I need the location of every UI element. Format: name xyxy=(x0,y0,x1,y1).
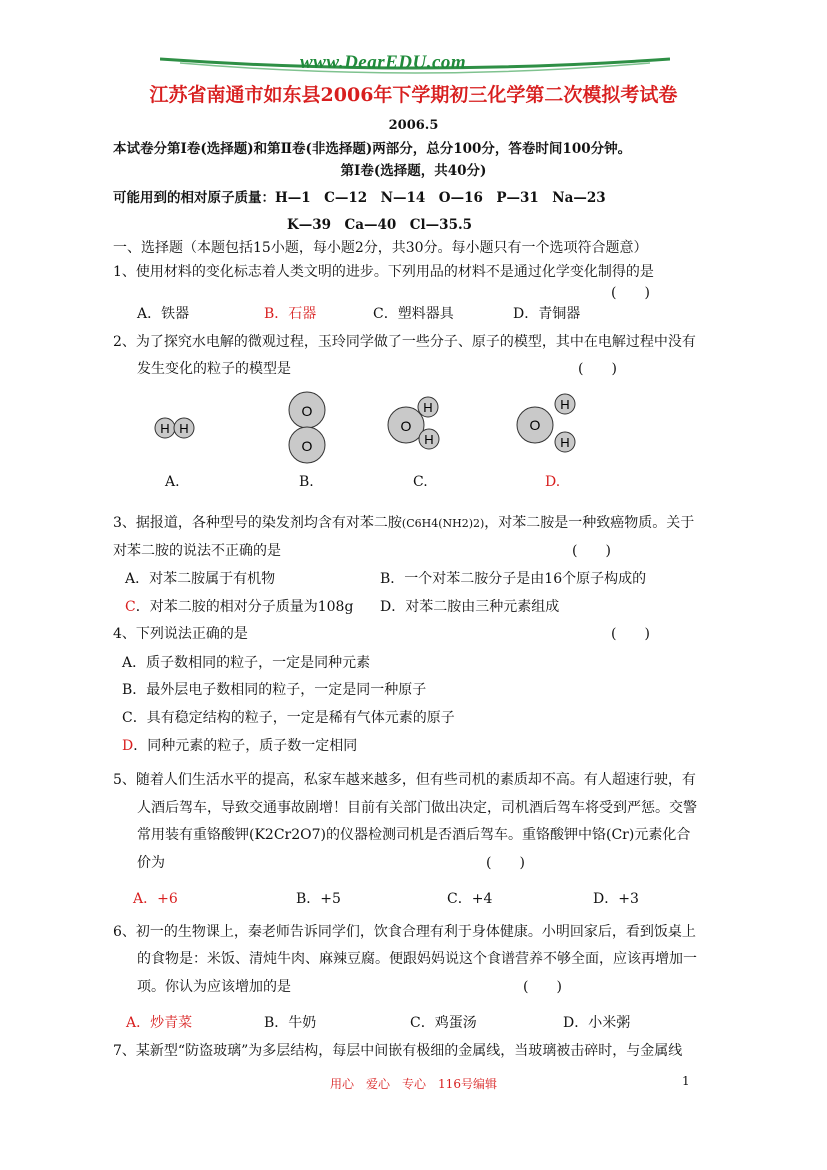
q4-option-b: B．最外层电子数相同的粒子，一定是同一种原子 xyxy=(122,682,427,698)
q5-answer-paren: ( ) xyxy=(486,855,525,871)
q2-option-c: C. xyxy=(413,474,428,490)
q6-option-b: B．牛奶 xyxy=(264,1015,317,1031)
site-url: www.DearEDU.com xyxy=(300,52,467,73)
q6-option-c: C．鸡蛋汤 xyxy=(410,1015,477,1031)
q1-option-a: A．铁器 xyxy=(137,306,190,322)
q5-stem-line-4: 价为 xyxy=(137,855,165,871)
q3-option-c-wrap xyxy=(125,596,353,616)
part-one-heading: 第Ⅰ卷(选择题，共40分) xyxy=(340,163,487,179)
q2-answer-paren: ( ) xyxy=(578,361,617,377)
q5-option-a: A．+6 xyxy=(133,891,178,907)
q4-option-c: C．具有稳定结构的粒子，一定是稀有气体元素的原子 xyxy=(122,710,455,726)
q6-stem-line-3: 项。你认为应该增加的是 xyxy=(137,979,291,995)
q4-option-d-wrap xyxy=(122,735,357,755)
q5-option-c: C．+4 xyxy=(447,891,493,907)
atom-o-label: O xyxy=(400,418,412,434)
atomic-mass-line-2: K—39 Ca—40 Cl—35.5 xyxy=(287,217,473,233)
q3-formula: (C6H4(NH2)2) xyxy=(401,517,485,530)
q2-stem-line-2: 发生变化的粒子的模型是 xyxy=(137,361,291,377)
atom-o-label: O xyxy=(301,403,313,419)
q6-option-a: A．炒青菜 xyxy=(126,1015,193,1031)
q3-stem-post: ，对苯二胺是一种致癌物质。关于 xyxy=(484,515,695,531)
intro-line-1: 本试卷分第Ⅰ卷(选择题)和第Ⅱ卷(非选择题)两部分，总分100分，答卷时间100分钟。 xyxy=(113,141,632,157)
q4-option-d: ．同种元素的粒子，质子数一定相同 xyxy=(133,738,358,754)
q5-stem-line-2: 人酒后驾车，导致交通事故剧增！目前有关部门做出决定，司机酒后驾车将受到严惩。交警 xyxy=(137,800,697,816)
q2-option-d: D. xyxy=(545,474,561,490)
atom-h-label: H xyxy=(424,432,434,447)
q6-stem-line-1: 6、初一的生物课上，秦老师告诉同学们，饮食合理有利于身体健康。小明回家后，看到饭桌上 xyxy=(113,924,696,940)
q3-option-d: D．对苯二胺由三种元素组成 xyxy=(380,599,560,615)
exam-title: 江苏省南通市如东县2006年下学期初三化学第二次模拟考试卷 xyxy=(149,84,678,106)
q6-answer-paren: ( ) xyxy=(523,979,562,995)
molecule-h2o-model-c xyxy=(387,396,443,454)
atom-h-label: H xyxy=(560,435,570,450)
q1-option-d: D．青铜器 xyxy=(513,306,581,322)
atomic-mass-line-1: 可能用到的相对原子质量：H—1 C—12 N—14 O—16 P—31 Na—23 xyxy=(113,190,606,206)
q1-answer-paren: ( ) xyxy=(611,285,650,301)
exam-date: 2006.5 xyxy=(388,118,439,133)
q5-option-d: D．+3 xyxy=(593,891,639,907)
atom-o-label: O xyxy=(301,438,313,454)
page-number: 1 xyxy=(682,1074,690,1088)
atom-h-label: H xyxy=(179,421,189,436)
molecule-o2-model xyxy=(287,390,329,466)
q4-option-d-letter: D xyxy=(122,738,134,754)
q2-stem-line-1: 2、为了探究水电解的微观过程，玉玲同学做了一些分子、原子的模型，其中在电解过程中没有 xyxy=(113,334,696,350)
q3-answer-paren: ( ) xyxy=(572,543,611,559)
q6-stem-line-2: 的食物是：米饭、清炖牛肉、麻辣豆腐。便跟妈妈说这个食谱营养不够全面，应该再增加一 xyxy=(137,951,697,967)
q4-stem: 4、下列说法正确的是 xyxy=(113,626,248,642)
q3-option-c: ．对苯二胺的相对分子质量为108g xyxy=(135,599,354,615)
q1-option-b: B．石器 xyxy=(264,306,317,322)
section-heading: 一、选择题（本题包括15小题，每小题2分，共30分。每小题只有一个选项符合题意） xyxy=(113,240,648,256)
atom-h-label: H xyxy=(560,397,570,412)
atom-h-label: H xyxy=(423,400,433,415)
q5-option-b: B．+5 xyxy=(296,891,341,907)
q3-stem-line-2: 对苯二胺的说法不正确的是 xyxy=(113,543,281,559)
atom-h-label: H xyxy=(160,421,170,436)
q6-option-d: D．小米粥 xyxy=(563,1015,631,1031)
q7-stem-line-1: 7、某新型“防盗玻璃”为多层结构，每层中间嵌有极细的金属线，当玻璃被击碎时，与金属线 xyxy=(113,1043,683,1059)
q2-option-b: B. xyxy=(299,474,314,490)
q1-stem: 1、使用材料的变化标志着人类文明的进步。下列用品的材料不是通过化学变化制得的是 xyxy=(113,264,654,280)
molecule-h2-model xyxy=(152,414,202,444)
q3-stem-line-1 xyxy=(113,512,694,532)
q4-option-a: A．质子数相同的粒子，一定是同种元素 xyxy=(122,655,371,671)
q3-option-b: B．一个对苯二胺分子是由16个原子构成的 xyxy=(380,571,647,587)
atom-o-label: O xyxy=(529,417,541,433)
q5-stem-line-1: 5、随着人们生活水平的提高，私家车越来越多，但有些司机的素质却不高。有人超速行驶，有 xyxy=(113,772,696,788)
molecule-h2o-model-d xyxy=(516,392,578,456)
q3-option-a: A．对苯二胺属于有机物 xyxy=(125,571,276,587)
page-footer: 用心 爱心 专心 116号编辑 xyxy=(330,1077,497,1091)
q2-option-a: A. xyxy=(165,474,180,490)
q5-stem-line-3: 常用装有重铬酸钾(K2Cr2O7)的仪器检测司机是否酒后驾车。重铬酸钾中铬(Cr)元素化合 xyxy=(137,827,691,843)
q4-answer-paren: ( ) xyxy=(611,626,650,642)
q3-option-c-letter: C xyxy=(125,599,136,615)
q3-stem-pre: 3、据报道，各种型号的染发剂均含有对苯二胺 xyxy=(113,515,402,531)
q1-option-c: C．塑料器具 xyxy=(373,306,454,322)
